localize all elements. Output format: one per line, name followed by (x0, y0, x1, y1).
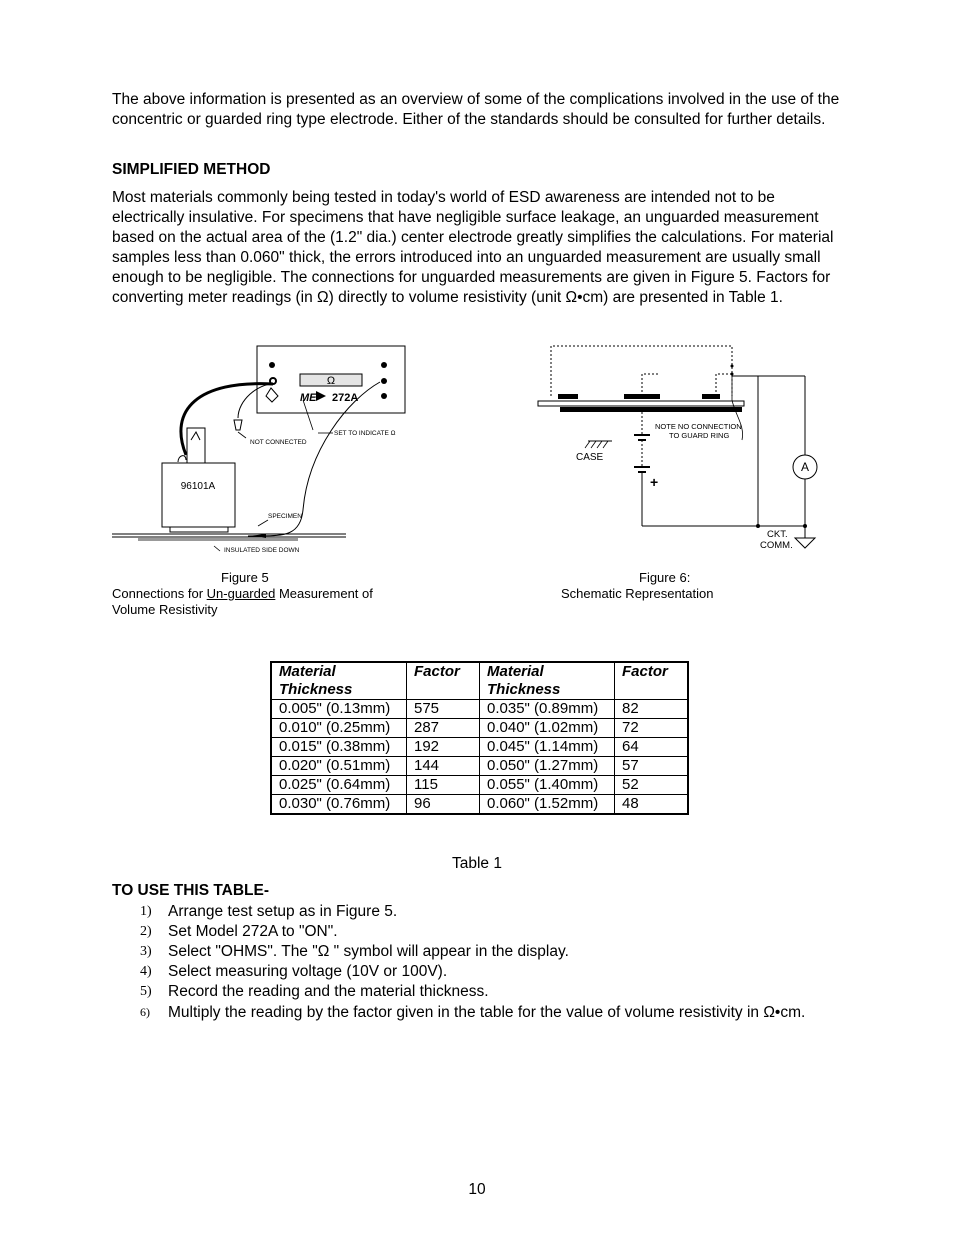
ckt-label-line2: COMM. (760, 540, 793, 551)
table-cell: 82 (615, 700, 689, 719)
table-cell: 0.050" (1.27mm) (480, 757, 615, 776)
table-cell: 287 (407, 719, 480, 738)
note-set-to-indicate: SET TO INDICATE Ω (334, 430, 396, 437)
header-material-thickness-2: Material Thickness (480, 662, 615, 700)
specimen (538, 401, 744, 406)
table-row (271, 795, 688, 815)
table-cell: 0.035" (0.89mm) (480, 700, 615, 719)
figure-6 (530, 340, 830, 560)
table-cell: 192 (407, 738, 480, 757)
figure-6-caption-line1: Figure 6: (639, 570, 691, 585)
list-item: 3) Select "OHMS". The "Ω " symbol will appear in the display. (140, 943, 569, 960)
table-cell: 0.055" (1.40mm) (480, 776, 615, 795)
ammeter-label: A (800, 460, 810, 474)
note-not-connected: NOT CONNECTED (250, 439, 307, 446)
factor-table (270, 661, 689, 815)
table-row (271, 700, 688, 719)
note-line1: NOTE NO CONNECTION (655, 422, 742, 431)
table-row (271, 776, 688, 795)
table-cell: 0.005" (0.13mm) (271, 700, 407, 719)
note-line2: TO GUARD RING (669, 431, 730, 440)
figure-5-caption-line1: Figure 5 (221, 570, 269, 585)
table-row (271, 738, 688, 757)
table-cell: 0.030" (0.76mm) (271, 795, 407, 815)
figure-5 (108, 340, 418, 560)
electrode-left (558, 394, 578, 399)
section-heading: SIMPLIFIED METHOD (112, 161, 271, 178)
table-cell: 52 (615, 776, 689, 795)
plus-label: + (650, 474, 659, 490)
note-specimen: SPECIMEN (268, 513, 302, 520)
table-cell: 0.060" (1.52mm) (480, 795, 615, 815)
table-cell: 0.020" (0.51mm) (271, 757, 407, 776)
steps-heading: TO USE THIS TABLE- (112, 882, 270, 899)
list-item: 4) Select measuring voltage (10V or 100V). (140, 963, 448, 980)
table-cell: 96 (407, 795, 480, 815)
bottom-electrode (560, 407, 742, 412)
header-factor-1: Factor (407, 662, 480, 700)
list-item: 6) Multiply the reading by the factor given in the table for the value of volume resistivity in Ω•cm. (140, 1004, 806, 1021)
table-header-row (271, 662, 688, 700)
table-cell: 115 (407, 776, 480, 795)
header-material-thickness-1: Material Thickness (271, 662, 407, 700)
table-cell: 0.010" (0.25mm) (271, 719, 407, 738)
table-cell: 0.045" (1.14mm) (480, 738, 615, 757)
table-row (271, 757, 688, 776)
electrode-96101a (162, 463, 235, 527)
table-cell: 0.040" (1.02mm) (480, 719, 615, 738)
steps-list (140, 902, 840, 1024)
brand-logo: ME (300, 392, 317, 404)
display-symbol: Ω (326, 375, 336, 387)
header-factor-2: Factor (615, 662, 689, 700)
electrode-center (624, 394, 660, 399)
figure-5-caption-line2: Connections for Un-guarded Measurement of (112, 586, 373, 601)
table-cell: 0.015" (0.38mm) (271, 738, 407, 757)
ckt-label-line1: CKT. (767, 529, 788, 540)
table-cell: 144 (407, 757, 480, 776)
list-item: 5) Record the reading and the material thickness. (140, 983, 489, 1000)
note-insulated: INSULATED SIDE DOWN (224, 547, 300, 554)
section-body: Most materials commonly being tested in today's world of ESD awareness are intended not to be electrically insulative. For specimens that have negligible surface leakage, an unguarded measurement based on the actual area of the (1.2" dia.) center electrode greatly simplifies the calculations. For material samples less than 0.060" thick, the errors introduced into an unguarded measurement are usually small enough to be negligible. The connections for unguarded measurements are given in Figure 5. Factors for converting meter readings (in Ω) directly to volume resistivity (unit Ω•cm) are presented in Table 1. (112, 189, 834, 306)
electrode-label: 96101A (180, 481, 216, 492)
figure-5-caption-line3: Volume Resistivity (112, 602, 218, 617)
table-row (271, 719, 688, 738)
intro-paragraph: The above information is presented as an overview of some of the complications involved in the use of the concentric or guarded ring type electrode. Either of the standards should be consulted for further details. (112, 91, 840, 128)
page-number: 10 (468, 1181, 486, 1198)
list-item: 2) Set Model 272A to "ON". (140, 923, 338, 940)
table-cell: 64 (615, 738, 689, 757)
case-label: CASE (576, 452, 604, 463)
figure-6-caption-line2: Schematic Representation (561, 586, 714, 601)
guard-electrode (702, 394, 720, 399)
meter-model: 272A (332, 392, 359, 404)
list-item: 1) Arrange test setup as in Figure 5. (140, 903, 398, 920)
table-cell: 48 (615, 795, 689, 815)
table-cell: 575 (407, 700, 480, 719)
table-cell: 0.025" (0.64mm) (271, 776, 407, 795)
table-cell: 57 (615, 757, 689, 776)
table-cell: 72 (615, 719, 689, 738)
table-caption: Table 1 (452, 855, 502, 872)
